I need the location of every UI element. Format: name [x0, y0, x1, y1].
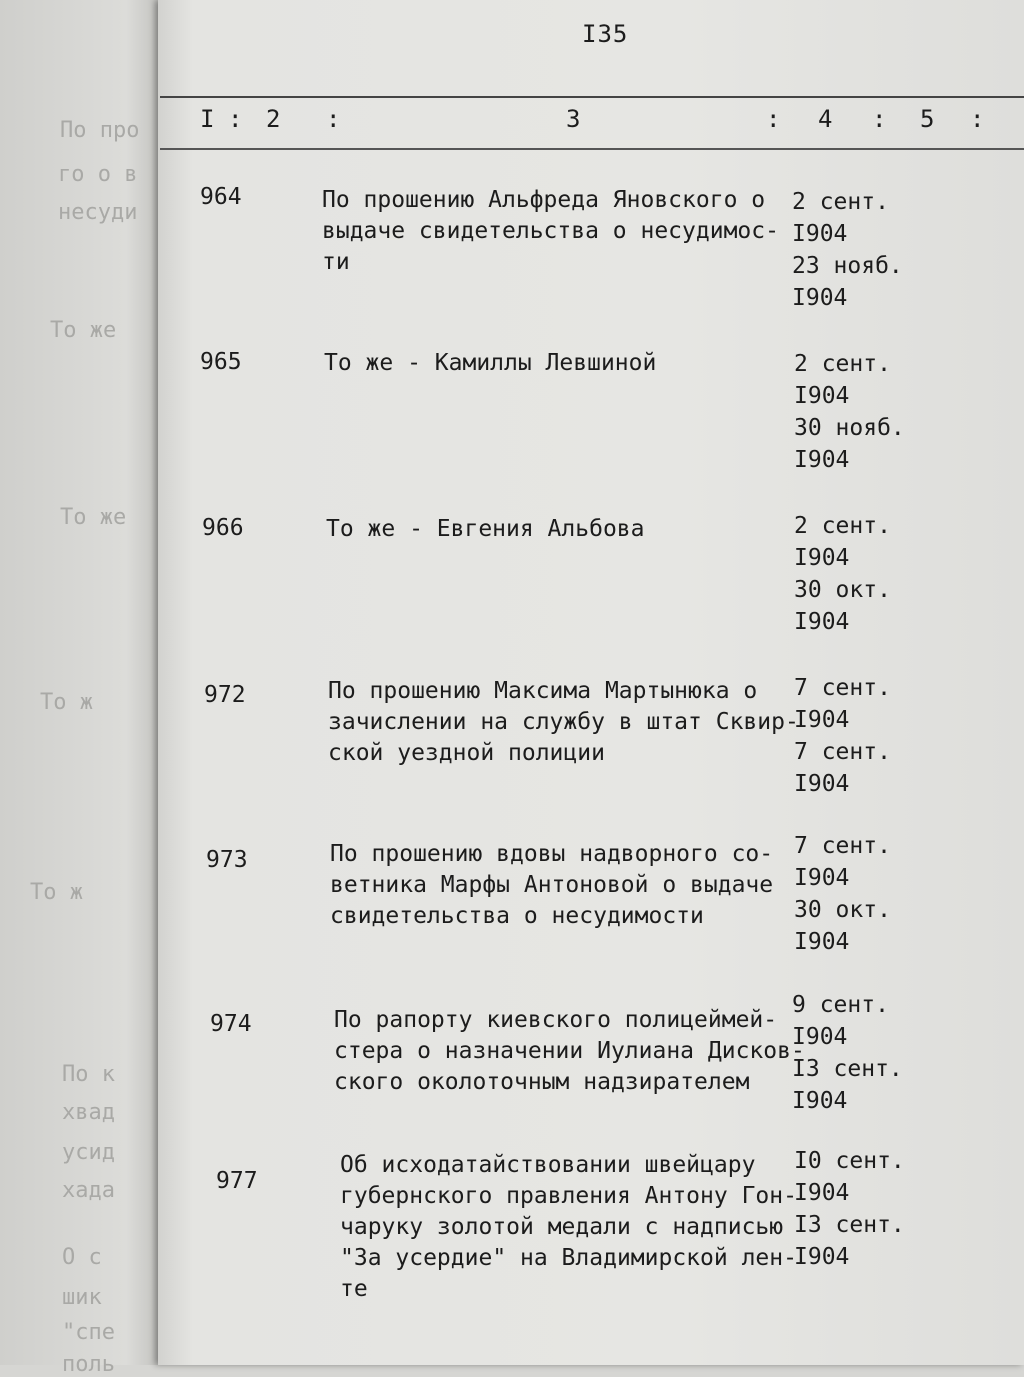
left-page-fragment: То ж — [40, 690, 93, 715]
left-page-fragment: О с — [62, 1245, 102, 1270]
column-separator: : — [872, 105, 887, 133]
table-header-top-rule — [160, 96, 1024, 98]
entry-number: 972 — [204, 682, 246, 708]
entry-dates: I0 сент. I904 I3 сент. I904 — [794, 1148, 905, 1270]
entry-description: По прошению вдовы надворного со- ветника Марфы Антоновой о выдаче свидетельства о несудимости — [330, 841, 774, 929]
entry-dates: 9 сент. I904 I3 сент. I904 — [792, 992, 903, 1114]
column-heading-1: I — [200, 105, 215, 133]
entry-description: По прошению Альфреда Яновского о выдаче свидетельства о несудимос- ти — [322, 187, 779, 275]
entry-number: 964 — [200, 184, 242, 210]
left-page-fragment: То же — [50, 318, 117, 343]
column-separator: : — [228, 105, 243, 133]
entry-number: 966 — [202, 515, 244, 541]
column-heading-2: 2 — [266, 105, 281, 133]
column-separator: : — [766, 105, 781, 133]
entry-dates: 2 сент. I904 30 окт. I904 — [794, 513, 891, 635]
entry-description: По рапорту киевского полицеймей- стера о назначении Иулиана Дисков- ского околоточным надзирателем — [334, 1007, 805, 1095]
entry-dates: 2 сент. I904 30 нояб. I904 — [794, 351, 905, 473]
left-page-fragment: хада — [62, 1178, 115, 1203]
left-page-fragment: По к — [62, 1062, 115, 1087]
left-page-fragment: То же — [60, 505, 127, 530]
entry-number: 973 — [206, 847, 248, 873]
table-header-bottom-rule — [160, 148, 1024, 150]
left-page-fragment: "спе — [62, 1320, 115, 1345]
column-separator: : — [970, 105, 985, 133]
entry-description: По прошению Максима Мартынюка о зачислении на службу в штат Сквир- ской уездной полиции — [328, 678, 799, 766]
left-page-fragment: несуди — [58, 200, 138, 225]
entry-number: 977 — [216, 1168, 258, 1194]
left-page-fragment: усид — [62, 1140, 115, 1165]
left-page-fragment: го о в — [58, 162, 138, 187]
column-heading-5: 5 — [920, 105, 935, 133]
entry-description: То же - Евгения Альбова — [326, 516, 645, 542]
column-separator: : — [326, 105, 341, 133]
entry-description: То же - Камиллы Левшиной — [324, 350, 657, 376]
entry-description: Об исходатайствовании швейцару губернского правления Антону Гон- чаруку золотой медали с надписью "За усердие" на Владимирской лен- те — [340, 1152, 797, 1302]
entry-dates: 2 сент. I904 23 нояб. I904 — [792, 189, 903, 311]
entry-number: 965 — [200, 349, 242, 375]
left-page-fragment: хвад — [62, 1100, 115, 1125]
column-heading-3: 3 — [566, 105, 581, 133]
page-number: I35 — [582, 20, 629, 48]
left-page-fragment: шик — [62, 1285, 102, 1310]
column-heading-4: 4 — [818, 105, 833, 133]
entry-dates: 7 сент. I904 7 сент. I904 — [794, 675, 891, 797]
entry-number: 974 — [210, 1011, 252, 1037]
left-page-fragment: поль — [62, 1352, 115, 1377]
left-page-fragment: По про — [60, 118, 140, 143]
left-page-fragment: То ж — [30, 880, 83, 905]
left-page — [0, 0, 158, 1377]
entry-dates: 7 сент. I904 30 окт. I904 — [794, 833, 891, 955]
